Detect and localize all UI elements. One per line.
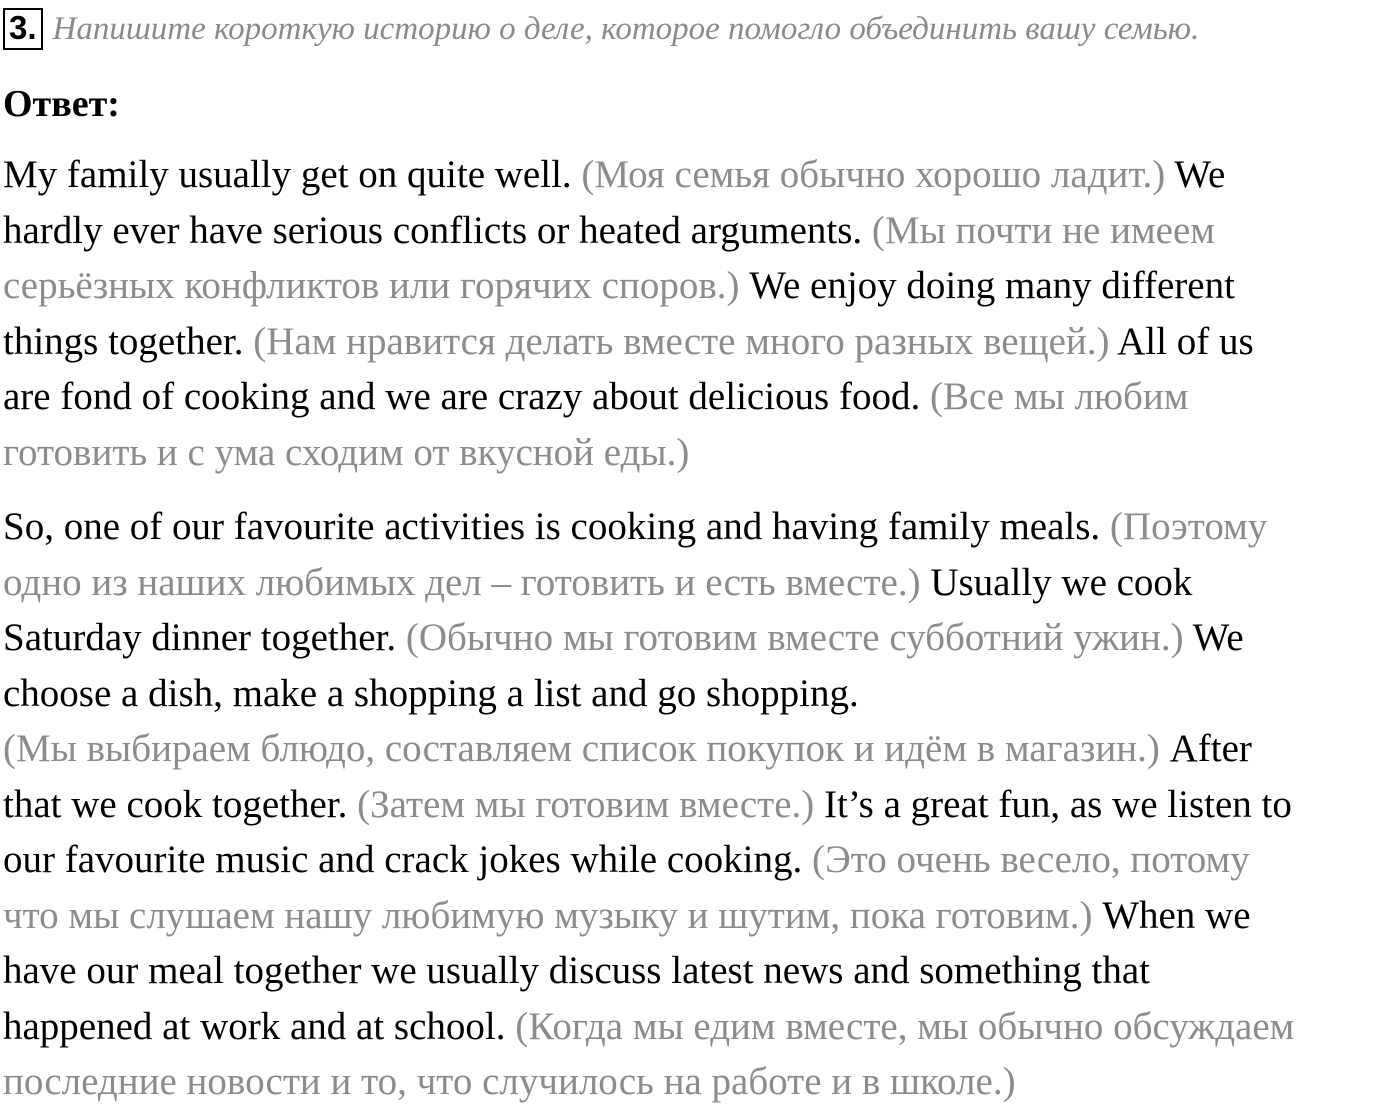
russian-translation: последние новости и то, что случилось на работе и в школе.)	[3, 1060, 1016, 1103]
text-line	[3, 425, 1399, 481]
answer-label: Ответ:	[3, 83, 120, 125]
text-line	[3, 258, 1399, 314]
answer-paragraph-2	[3, 499, 1399, 1110]
english-text: When we	[1092, 893, 1251, 937]
russian-translation: серьёзных конфликтов или горячих споров.)	[3, 264, 740, 307]
text-line	[3, 943, 1399, 999]
english-text: We enjoy doing many different	[739, 264, 1235, 307]
english-text: our favourite music and crack jokes while cooking.	[3, 838, 813, 881]
russian-translation: (Поэтому	[1109, 505, 1268, 548]
russian-translation: готовить и с ума сходим от вкусной еды.)	[3, 430, 690, 474]
english-text: are fond of cooking and we are crazy about delicious food.	[3, 375, 930, 418]
russian-translation: (Когда мы едим вместе, мы обычно обсуждаем	[515, 1004, 1295, 1048]
text-line	[3, 666, 1399, 722]
text-line	[3, 499, 1399, 555]
russian-translation: (Затем мы готовим вместе.)	[357, 782, 815, 826]
english-text: It’s a great fun, as we listen to	[814, 782, 1292, 826]
russian-translation: (Это очень весело, потому	[812, 838, 1250, 881]
english-text: choose a dish, make a shopping a list and go shopping.	[3, 671, 859, 715]
text-line	[3, 203, 1399, 259]
russian-translation: (Нам нравится делать вместе много разных вещей.)	[253, 319, 1110, 363]
english-text: My family usually get on quite well.	[3, 153, 582, 196]
task-header	[3, 8, 1199, 50]
russian-translation: (Обычно мы готовим вместе субботний ужин.)	[405, 616, 1184, 659]
english-text: Saturday dinner together.	[3, 616, 406, 659]
english-text: We	[1165, 153, 1226, 196]
text-line	[3, 777, 1399, 833]
english-text: All of us	[1109, 319, 1254, 363]
english-text: have our meal together we usually discuss latest news and something that	[3, 949, 1150, 992]
russian-translation: (Мы почти не имеем	[871, 208, 1215, 252]
english-text: things together.	[3, 319, 254, 363]
text-line	[3, 555, 1399, 611]
russian-translation: одно из наших любимых дел – готовить и есть вместе.)	[3, 560, 921, 604]
english-text: After	[1159, 727, 1252, 770]
english-text: Usually we cook	[920, 560, 1193, 604]
task-number: 3.	[3, 8, 43, 50]
english-text: happened at work and at school.	[3, 1004, 516, 1048]
text-line	[3, 1054, 1399, 1110]
russian-translation: (Все мы любим	[929, 375, 1189, 418]
english-text: hardly ever have serious conflicts or heated arguments.	[3, 208, 872, 252]
text-line	[3, 369, 1399, 425]
task-prompt: Напишите короткую историю о деле, которое помогло объединить вашу семью.	[52, 10, 1200, 47]
text-line	[3, 610, 1399, 666]
english-text: that we cook together.	[3, 782, 358, 826]
english-text: We	[1183, 616, 1244, 659]
text-line	[3, 999, 1399, 1055]
answer-paragraph-1	[3, 147, 1399, 480]
text-line	[3, 314, 1399, 370]
russian-translation: (Мы выбираем блюдо, составляем список покупок и идём в магазин.)	[3, 727, 1160, 770]
russian-translation: что мы слушаем нашу любимую музыку и шутим, пока готовим.)	[3, 893, 1093, 937]
english-text: So, one of our favourite activities is cooking and having family meals.	[3, 505, 1110, 548]
text-line	[3, 147, 1399, 203]
text-line	[3, 888, 1399, 944]
russian-translation: (Моя семья обычно хорошо ладит.)	[581, 153, 1166, 196]
text-line	[3, 721, 1399, 777]
text-line	[3, 832, 1399, 888]
